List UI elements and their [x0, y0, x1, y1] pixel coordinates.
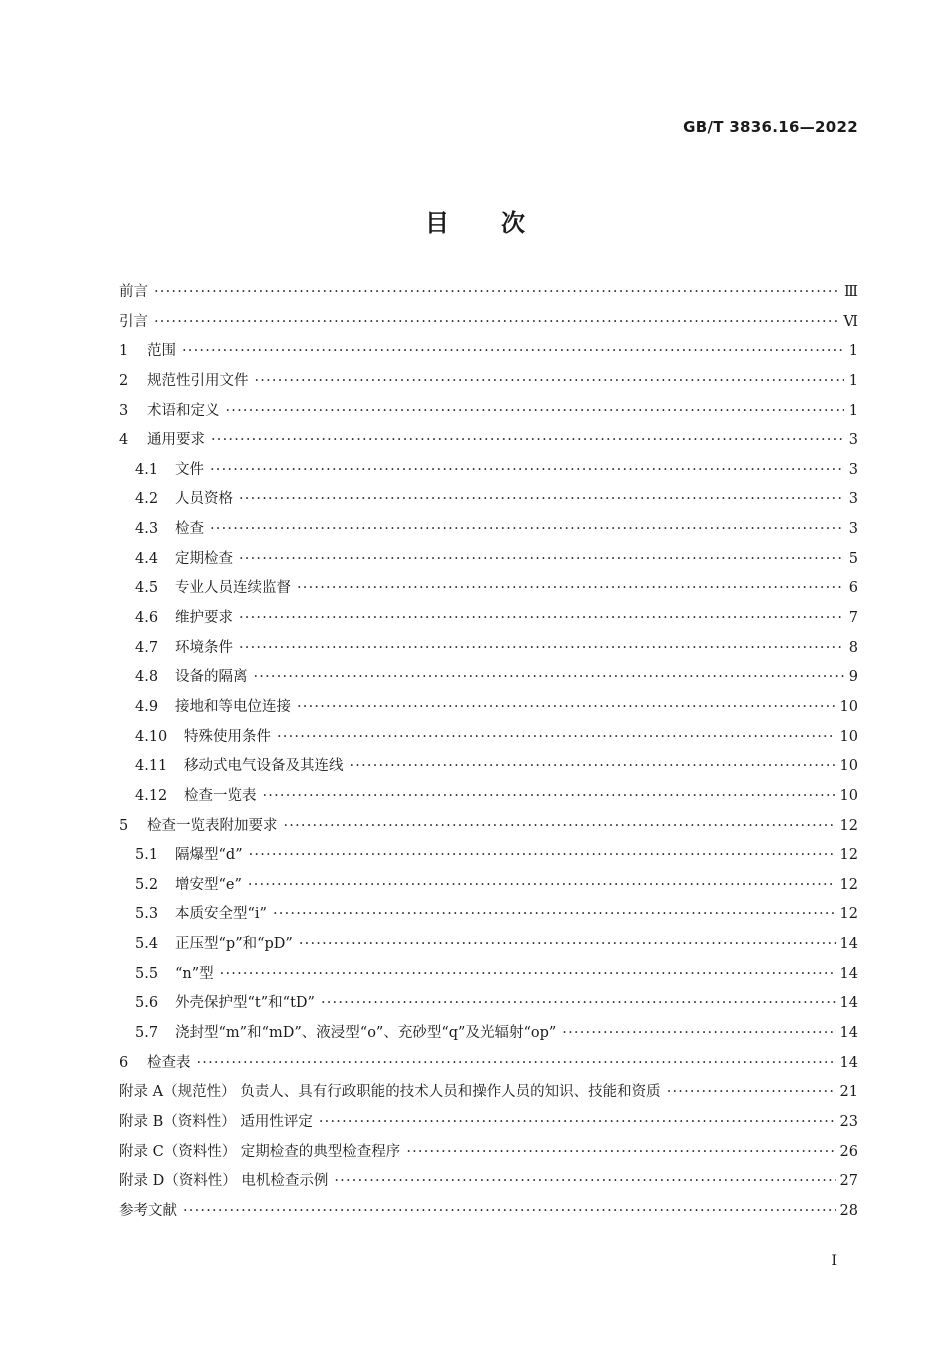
toc-entry-page: 1: [848, 372, 858, 389]
toc-entry[interactable]: [119, 960, 858, 990]
dot-leader: [239, 604, 844, 634]
toc-entry-page: 9: [848, 669, 858, 686]
toc-entry[interactable]: [119, 397, 858, 427]
dot-leader: [239, 545, 844, 575]
dot-leader: [350, 752, 836, 782]
toc-entry-label: 人员资格: [175, 491, 233, 508]
toc-entry-page: 1: [848, 402, 858, 419]
toc-entry[interactable]: [119, 871, 858, 901]
toc-entry-number: 6: [119, 1054, 129, 1071]
toc-entry-label: “n”型: [175, 965, 214, 982]
toc-entry-label: 术语和定义: [147, 402, 220, 419]
toc-entry-label: 规范性引用文件: [147, 372, 249, 389]
toc-entry-label: 检查表: [147, 1054, 191, 1071]
dot-leader: [210, 456, 844, 486]
toc-entry[interactable]: [119, 485, 858, 515]
toc-entry[interactable]: [119, 1019, 858, 1049]
toc-entry[interactable]: [119, 930, 858, 960]
toc-entry[interactable]: [119, 1108, 858, 1138]
toc-entry-label: 增安型“e”: [175, 876, 242, 893]
toc-entry[interactable]: [119, 1167, 858, 1197]
toc-entry-number: 3: [119, 402, 129, 419]
toc-entry-page: 10: [839, 728, 858, 745]
toc-entry-number: 4.5: [135, 580, 159, 597]
toc-entry-number: 4.2: [135, 491, 159, 508]
toc-entry[interactable]: [119, 782, 858, 812]
dot-leader: [239, 485, 844, 515]
toc-entry[interactable]: [119, 723, 858, 753]
toc-entry[interactable]: [119, 367, 858, 397]
toc-entry-label: 隔爆型“d”: [175, 847, 243, 864]
toc-entry[interactable]: [119, 515, 858, 545]
toc-entry-page: 8: [848, 639, 858, 656]
toc-entry-page: Ⅵ: [843, 313, 858, 330]
toc-entry[interactable]: [119, 900, 858, 930]
toc-entry[interactable]: [119, 812, 858, 842]
toc-entry-number: 4.7: [135, 639, 159, 656]
toc-entry[interactable]: [119, 278, 858, 308]
toc-entry[interactable]: [119, 337, 858, 367]
dot-leader: [183, 1197, 836, 1227]
toc-entry[interactable]: [119, 426, 858, 456]
toc-entry-number: 5.4: [135, 936, 159, 953]
toc-entry-number: 4.10: [135, 728, 168, 745]
toc-entry-page: 10: [839, 758, 858, 775]
toc-entry-label: 专业人员连续监督: [175, 580, 291, 597]
dot-leader: [299, 930, 836, 960]
toc-entry-number: 4.8: [135, 669, 159, 686]
toc-entry-number: 2: [119, 372, 129, 389]
toc-entry-label: 定期检查: [175, 550, 233, 567]
toc-entry-page: 12: [839, 906, 858, 923]
toc-entry[interactable]: [119, 1078, 858, 1108]
toc-entry-number: 4.9: [135, 698, 159, 715]
toc-entry[interactable]: [119, 1049, 858, 1079]
toc-entry-label: 环境条件: [175, 639, 233, 656]
toc-entry-label: 范围: [147, 343, 176, 360]
dot-leader: [182, 337, 844, 367]
dot-leader: [239, 634, 844, 664]
dot-leader: [226, 397, 845, 427]
toc-entry[interactable]: [119, 841, 858, 871]
dot-leader: [220, 960, 836, 990]
toc-entry-page: 3: [848, 521, 858, 538]
toc-entry-label: 维护要求: [175, 610, 233, 627]
toc-entry-page: 12: [839, 817, 858, 834]
toc-entry-page: 26: [839, 1143, 858, 1160]
toc-entry-page: 28: [839, 1202, 858, 1219]
dot-leader: [273, 900, 836, 930]
toc-entry[interactable]: [119, 308, 858, 338]
toc-entry-page: 14: [839, 1054, 858, 1071]
toc-entry[interactable]: [119, 1138, 858, 1168]
standard-code: GB/T 3836.16—2022: [683, 118, 858, 136]
page-number: I: [831, 1253, 837, 1269]
toc-entry-label: 设备的隔离: [175, 669, 248, 686]
toc-entry-label: 特殊使用条件: [184, 728, 271, 745]
toc-entry-page: 27: [839, 1173, 858, 1190]
toc-entry-label: 参考文献: [119, 1202, 177, 1219]
dot-leader: [249, 841, 836, 871]
dot-leader: [334, 1167, 835, 1197]
toc-entry-page: 10: [839, 787, 858, 804]
toc-entry-page: 3: [848, 461, 858, 478]
toc-entry-page: 7: [848, 610, 858, 627]
dot-leader: [319, 1108, 836, 1138]
toc-entry-page: 23: [839, 1113, 858, 1130]
dot-leader: [667, 1078, 836, 1108]
toc-entry-page: 3: [848, 432, 858, 449]
toc-entry-label: 接地和等电位连接: [175, 698, 291, 715]
toc-entry-label: 前言: [119, 284, 148, 300]
toc-entry[interactable]: [119, 1197, 858, 1227]
dot-leader: [210, 515, 844, 545]
toc-entry-label: 检查: [175, 521, 204, 538]
toc-entry-number: 4.4: [135, 550, 159, 567]
toc-entry-number: 5.5: [135, 965, 159, 982]
dot-leader: [197, 1049, 836, 1079]
toc-entry-number: 1: [119, 343, 129, 360]
toc-entry[interactable]: [119, 663, 858, 693]
toc-entry-page: 14: [839, 995, 858, 1012]
toc-entry[interactable]: [119, 989, 858, 1019]
dot-leader: [297, 574, 844, 604]
toc-entry-page: 3: [848, 491, 858, 508]
toc-entry-number: 4.6: [135, 610, 159, 627]
toc-entry-number: 4.1: [135, 461, 159, 478]
title-char-2: 次: [501, 209, 525, 237]
toc-entry-page: 12: [839, 847, 858, 864]
toc-entry-label: 浇封型“m”和“mD”、液浸型“o”、充砂型“q”及光辐射“op”: [175, 1025, 557, 1042]
toc-entry[interactable]: [119, 634, 858, 664]
toc-entry-page: 12: [839, 876, 858, 893]
toc-entry-number: 4.3: [135, 521, 159, 538]
toc-entry-page: 21: [839, 1084, 858, 1101]
toc-entry-page: 10: [839, 698, 858, 715]
dot-leader: [154, 278, 840, 308]
toc-entry-number: 5.1: [135, 847, 159, 864]
toc-entry[interactable]: [119, 456, 858, 486]
toc-entry[interactable]: [119, 604, 858, 634]
toc-entry-label: 移动式电气设备及其连线: [184, 758, 344, 775]
dot-leader: [263, 782, 836, 812]
dot-leader: [406, 1138, 835, 1168]
toc-entry-number: 5.3: [135, 906, 159, 923]
toc-entry-label: 通用要求: [147, 432, 205, 449]
toc-entry-number: 4.12: [135, 787, 168, 804]
toc-entry-page: 14: [839, 936, 858, 953]
toc-entry-number: 5.2: [135, 876, 159, 893]
dot-leader: [154, 308, 839, 338]
toc-entry-label: 外壳保护型“t”和“tD”: [175, 995, 315, 1012]
toc-entry[interactable]: [119, 574, 858, 604]
toc-entry-label: 附录 B（资料性） 适用性评定: [119, 1113, 313, 1130]
toc-entry-page: Ⅲ: [844, 284, 858, 300]
toc-entry-number: 5: [119, 817, 129, 834]
toc-entry-page: 14: [839, 965, 858, 982]
toc-entry-page: 5: [848, 550, 858, 567]
toc-entry-number: 5.6: [135, 995, 159, 1012]
toc-entry-number: 4: [119, 432, 129, 449]
table-of-contents: [119, 278, 858, 1227]
dot-leader: [248, 871, 836, 901]
toc-entry-label: 附录 C（资料性） 定期检查的典型检查程序: [119, 1143, 401, 1160]
toc-entry-label: 本质安全型“i”: [175, 906, 267, 923]
toc-entry-number: 5.7: [135, 1025, 159, 1042]
title-char-1: 目: [425, 209, 449, 237]
toc-entry-label: 引言: [119, 313, 148, 330]
toc-entry-label: 附录 D（资料性） 电机检查示例: [119, 1173, 329, 1190]
dot-leader: [284, 812, 836, 842]
dot-leader: [255, 367, 845, 397]
toc-entry[interactable]: [119, 752, 858, 782]
dot-leader: [254, 663, 845, 693]
toc-entry-label: 文件: [175, 461, 204, 478]
toc-entry-label: 检查一览表附加要求: [147, 817, 278, 834]
dot-leader: [297, 693, 836, 723]
toc-entry-label: 附录 A（规范性） 负责人、具有行政职能的技术人员和操作人员的知识、技能和资质: [119, 1084, 661, 1101]
toc-entry[interactable]: [119, 693, 858, 723]
toc-entry-page: 1: [848, 343, 858, 360]
dot-leader: [211, 426, 844, 456]
page-title: [0, 203, 950, 238]
dot-leader: [562, 1019, 835, 1049]
dot-leader: [277, 723, 836, 753]
toc-entry[interactable]: [119, 545, 858, 575]
dot-leader: [321, 989, 836, 1019]
toc-entry-page: 6: [848, 580, 858, 597]
toc-entry-label: 正压型“p”和“pD”: [175, 936, 293, 953]
toc-entry-page: 14: [839, 1025, 858, 1042]
toc-entry-label: 检查一览表: [184, 787, 257, 804]
toc-entry-number: 4.11: [135, 758, 168, 775]
